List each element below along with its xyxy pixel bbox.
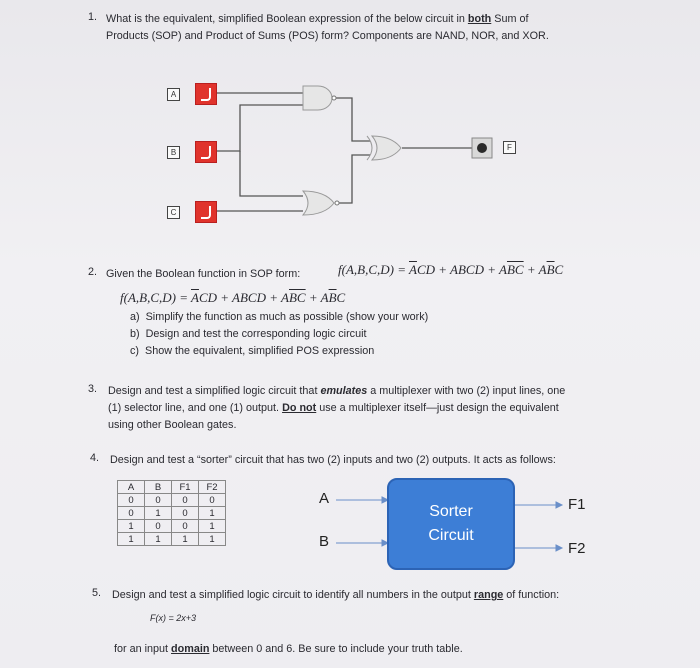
q5-text xyxy=(112,587,559,604)
q2-item-c-tag: c) xyxy=(130,345,139,357)
q2-item-a-tag: a) xyxy=(130,311,140,323)
sorter-circuit-box xyxy=(387,478,515,570)
sorter-input-b: B xyxy=(319,533,330,550)
q3-number: 3. xyxy=(88,383,98,395)
q5-l1-a: Design and test a simplified logic circuit to identify all numbers in the output xyxy=(112,589,474,601)
q2-item-b-tag: b) xyxy=(130,328,140,340)
th-a: A xyxy=(118,481,145,494)
q3-l2-b: use a multiplexer itself—just design the equivalent xyxy=(316,402,559,414)
q1-number: 1. xyxy=(88,11,98,23)
q2-function-2: $f(A,B,C,D) = \overline{A}CD$ + ABCD + $A\overline{BC} + A\overline{B}C$ xyxy=(120,290,346,305)
cell: 1 xyxy=(199,507,226,520)
cell: 0 xyxy=(172,494,199,507)
sorter-output-f2: F2 xyxy=(568,540,586,557)
q5-l3-a: for an input xyxy=(114,643,172,655)
q3-do-not: Do not xyxy=(282,402,317,414)
cell: 1 xyxy=(172,533,199,546)
th-b: B xyxy=(145,481,172,494)
sorter-output-f1: F1 xyxy=(568,496,586,513)
cell: 0 xyxy=(145,520,172,533)
q5-number: 5. xyxy=(92,587,102,599)
q3-emulates: emulates xyxy=(320,385,368,397)
th-f1: F1 xyxy=(172,481,199,494)
q5-l3-b: between 0 and 6. Be sure to include your truth table. xyxy=(209,643,463,655)
q5-domain: domain xyxy=(171,643,210,655)
q5-l1-b: of function: xyxy=(503,589,560,601)
q2-item-b-text: Design and test the corresponding logic circuit xyxy=(145,328,367,340)
input-a-label: A xyxy=(167,88,180,101)
sorter-line2: Circuit xyxy=(428,527,474,544)
q2-function-1: $f(A,B,C,D) = \overline{A}CD$ + ABCD + $A\overline{BC} + A\overline{B}C$ xyxy=(338,262,564,277)
cell: 0 xyxy=(199,494,226,507)
q5-line3 xyxy=(114,641,463,658)
th-f2: F2 xyxy=(199,481,226,494)
q3-l2-a: (1) selector line, and one (1) output. xyxy=(108,402,283,414)
q3-l1-a: Design and test a simplified logic circuit that xyxy=(108,385,321,397)
cell: 0 xyxy=(118,494,145,507)
output-f-label: F xyxy=(503,141,516,154)
sorter-input-a: A xyxy=(319,490,330,507)
sorter-line1: Sorter xyxy=(429,503,473,520)
q4-number: 4. xyxy=(90,452,100,464)
cell: 1 xyxy=(145,533,172,546)
input-c-label: C xyxy=(167,206,180,219)
cell: 1 xyxy=(199,533,226,546)
q2-item-a-text: Simplify the function as much as possible (show your work) xyxy=(145,311,429,323)
cell: 0 xyxy=(172,520,199,533)
input-b-label: B xyxy=(167,146,180,159)
q2-item-c-text: Show the equivalent, simplified POS expression xyxy=(145,345,375,357)
cell: 1 xyxy=(199,520,226,533)
q4-text: Design and test a “sorter” circuit that has two (2) inputs and two (2) outputs. It acts as follows: xyxy=(110,454,556,466)
q1-both: both xyxy=(467,13,492,25)
cell: 0 xyxy=(118,507,145,520)
cell: 1 xyxy=(118,520,145,533)
q3-l1-b: a multiplexer with two (2) input lines, one xyxy=(367,385,566,397)
q2-number: 2. xyxy=(88,266,98,278)
cell: 0 xyxy=(145,494,172,507)
cell: 1 xyxy=(145,507,172,520)
q3-l3: using other Boolean gates. xyxy=(108,419,237,431)
q5-range: range xyxy=(473,589,504,601)
q1-text-line2: Products (SOP) and Product of Sums (POS) form? Components are NAND, NOR, and XOR. xyxy=(106,30,549,42)
cell: 1 xyxy=(118,533,145,546)
q1-text-b: Sum of xyxy=(491,13,529,25)
q2-intro: Given the Boolean function in SOP form: xyxy=(106,268,301,280)
q1-text-a: What is the equivalent, simplified Boolean expression of the below circuit in xyxy=(106,13,468,25)
q5-formula: F(x) = 2x+3 xyxy=(150,613,197,623)
cell: 0 xyxy=(172,507,199,520)
